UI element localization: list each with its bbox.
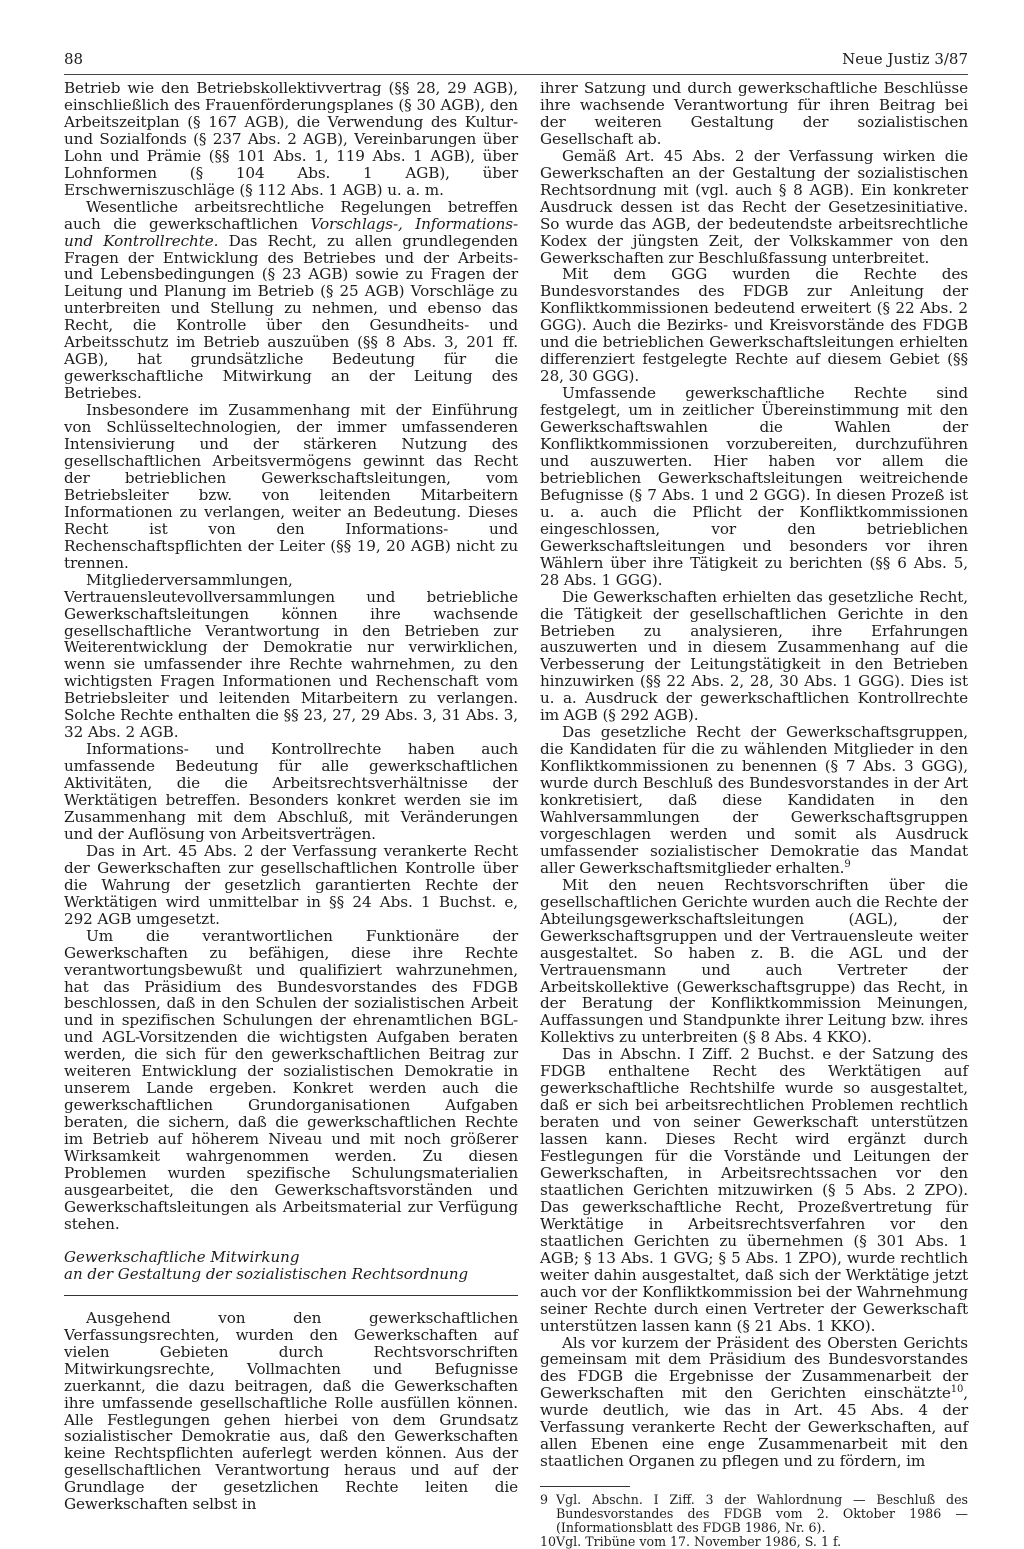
footnote-text: Vgl. Tribüne vom 17. November 1986, S. 1 f. [556,1534,842,1549]
text-run: Wesentliche arbeitsrechtliche Regelungen betreffen auch die gewerkschaftlichen [64,197,518,233]
footnote [540,1535,968,1549]
footnote-number: 9 [540,1492,549,1508]
footnote-ref[interactable]: 10 [950,1384,964,1396]
right-column [540,80,968,1549]
paragraph-supreme-court [540,1335,968,1471]
paragraph: Die Gewerkschaften erhielten das gesetzliche Recht, die Tätigkeit der gesellschaftlichen Gerichte in den Betrieben zu analysieren, ihre Erfahrungen auszuwerten und in diesem Zusammenhang auf die Verbesserung der Leitungstätigkeit in den Betrieben hinzuwirken (§§ 22 Abs. 2, 28, 30 Abs. 1 GGG). Dies ist u. a. Ausdruck der gewerkschaftlichen Kontrollrechte im AGB (§ 292 AGB). [540,587,968,725]
section-subheading [64,1249,518,1283]
page-header [64,49,968,71]
paragraph: Das in Abschn. I Ziff. 2 Buchst. e der Satzung des FDGB enthaltene Recht des Werktätigen auf gewerkschaftliche Rechtshilfe wurde so ausgestaltet, daß er sich bei arbeitsrechtlichen Problemen rechtlich beraten und von seiner Gewerkschaft unterstützen lassen kann. Dieses Recht wird ergänzt durch Festlegungen für die Vorstände und Leitungen der Gewerkschaften, in Arbeitsrechtssachen vor den staatlichen Gerichten mitzuwirken (§ 5 Abs. 2 ZPO). Das gewerkschaftliche Recht, Prozeßvertretung für Werktätige in Arbeitsrechtsverfahren vor den staatlichen Gerichten zu übernehmen (§ 301 Abs. 1 AGB; § 13 Abs. 1 GVG; § 5 Abs. 1 ZPO), wurde rechtlich weiter dahin ausgestaltet, daß sich der Werktätige jetzt auch vor der Konfliktkommission bei der Wahrnehmung seiner Rechte durch einen Vertreter der Gewerkschaft unterstützen lassen kann (§ 21 Abs. 1 KKO). [540,1045,968,1335]
paragraph: Ausgehend von den gewerkschaftlichen Verfassungsrechten, wurden den Gewerkschaften auf vielen Gebieten durch Rechtsvorschriften Mitwirkungsrechte, Vollmachten und Befugnisse zuerkannt, die dazu beitragen, daß die Gewerkschaften ihre umfassende gesellschaftliche Rolle ausfüllen können. Alle Festlegungen gehen hierbei von dem Grundsatz sozialistischer Demokratie aus, daß den Gewerkschaften keine Rechtspflichten auferlegt werden können. Aus der gesellschaftlichen Verantwortung heraus und auf der Grundlage der gesetzlichen Rechte leiten die Gewerkschaften selbst in [64,1308,518,1514]
paragraph: Betrieb wie den Betriebskollektivvertrag (§§ 28, 29 AGB), einschließlich des Frauenförderungsplanes (§ 30 AGB), den Arbeitszeitplan (§ 167 AGB), die Verwendung des Kultur- und Sozialfonds (§ 237 Abs. 2 AGB), Vereinbarungen über Lohn und Prämie (§§ 101 Abs. 1, 119 Abs. 1 AGB), über Lohnformen (§ 104 Abs. 1 AGB), über Erschwerniszuschläge (§ 112 Abs. 1 AGB) u. a. m. [64,79,518,199]
text-run: Das gesetzliche Recht der Gewerkschaftsgruppen, die Kandidaten für die zu wählenden Mitglieder in den Konfliktkommissionen zu benennen (§ 7 Abs. 3 GGG), wurde durch Beschluß des Bundesvorstandes in der Art konkretisiert, daß diese Kandidaten in den Wahlversammlungen der Gewerkschaftsgruppen vorgeschlagen werden und somit als Ausdruck umfassender sozialistischer Demokratie das Mandat aller Gewerkschaftsmitglieder erhalten. [540,723,968,877]
emphasis-text: Vorschlags-, Informations- und Kontrollrechte. [64,214,518,250]
journal-issue-label: Neue Justiz 3/87 [842,50,968,68]
text-run: , wurde deutlich, wie das in Art. 45 Abs. 4 der Verfassung verankerte Recht der Gewerkschaften, auf allen Ebenen eine enge Zusammenarbeit mit den staatlichen Organen zu pflegen und zu fördern, im [540,1384,968,1471]
footnote-text: Vgl. Abschn. I Ziff. 3 der Wahlordnung — Beschluß des Bundesvorstandes des FDGB vom 2. Oktober 1986 — (Informationsblatt des FDGB 1986, Nr. 6). [556,1492,968,1536]
subheading-line: an der Gestaltung der sozialistischen Rechtsordnung [64,1264,469,1283]
paragraph: Um die verantwortlichen Funktionäre der Gewerkschaften zu befähigen, diese ihre Rechte verantwortungsbewußt und qualifiziert wahrzunehmen, hat das Präsidium des Bundesvorstandes des FDGB beschlossen, daß in den Schulen der sozialistischen Arbeit und in spezifischen Schulungen der ehrenamtlichen BGL- und AGL-Vorsitzenden die wichtigsten Aufgaben beraten werden, die sich für den gewerkschaftlichen Beitrag zur weiteren Entwicklung der sozialistischen Demokratie in unserem Lande ergeben. Konkret werden auch die gewerkschaftlichen Grundorganisationen Aufgaben beraten, die sichern, daß die gewerkschaftlichen Rechte im Betrieb auf höherem Niveau und mit noch größerer Wirksamkeit wahrgenommen werden. Zu diesen Problemen wurden spezifische Schulungsmaterialien ausgearbeitet, die den Gewerkschaftsvorständen und Gewerkschaftsleitungen als Arbeitsmaterial zur Verfügung stehen. [64,926,518,1233]
paragraph: Gemäß Art. 45 Abs. 2 der Verfassung wirken die Gewerkschaften an der Gestaltung der sozialistischen Rechtsordnung mit (vgl. auch § 8 AGB). Ein konkreter Ausdruck dessen ist das Recht der Gesetzesinitiative. So wurde das AGB, der bedeutendste arbeitsrechtliche Kodex der jüngsten Zeit, der Volkskammer von den Gewerkschaften zur Beschlußfassung unterbreitet. [540,146,968,267]
page-number: 88 [64,50,84,68]
paragraph-rights [64,199,518,402]
footnote-rule [540,1486,630,1487]
text-run: Als vor kurzem der Präsident des Obersten Gerichts gemeinsam mit dem Präsidium des Bundesvorstandes des FDGB die Ergebnisse der Zusammenarbeit der Gewerkschaften mit den Gerichten einschätzte [540,1333,968,1403]
subheading-rule [64,1295,518,1296]
left-column [64,80,518,1513]
paragraph: Umfassende gewerkschaftliche Rechte sind festgelegt, um in zeitlicher Übereinstimmung mit den Gewerkschaftswahlen die Wahlen der Konfliktkommissionen vorzubereiten, durchzuführen und auszuwerten. Hier haben vor allem die betrieblichen Gewerkschaftsleitungen weitreichende Befugnisse (§ 7 Abs. 1 und 2 GGG). In diesen Prozeß ist u. a. auch die Pflicht der Konfliktkommissionen eingeschlossen, vor den betrieblichen Gewerkschaftsleitungen und besonders vor ihren Wählern über ihre Tätigkeit zu berichten (§§ 6 Abs. 5, 28 Abs. 1 GGG). [540,384,968,589]
paragraph: Mitgliederversammlungen, Vertrauensleutevollversammlungen und betriebliche Gewerkschaftsleitungen können ihre wachsende gesellschaftliche Verantwortung in den Betrieben zur Weiterentwicklung der Demokratie nur verwirklichen, wenn sie umfassender ihre Rechte wahrnehmen, zu den wichtigsten Fragen Informationen und Rechenschaft vom Betriebsleiter und leitenden Mitarbeitern zu verlangen. Solche Rechte enthalten die §§ 23, 27, 29 Abs. 3, 31 Abs. 3, 32 Abs. 2 AGB. [64,570,518,742]
paragraph: Informations- und Kontrollrechte haben auch umfassende Bedeutung für alle gewerkschaftlichen Aktivitäten, die die Arbeitsrechtsverhältnisse der Werktätigen betreffen. Besonders konkret werden sie im Zusammenhang mit dem Abschluß, mit Veränderungen und der Auflösung von Arbeitsverträgen. [64,740,518,843]
footnote [540,1493,968,1535]
paragraph-candidates [540,724,968,877]
paragraph: Insbesondere im Zusammenhang mit der Einführung von Schlüsseltechnologien, der immer umfassenderen Intensivierung und der stärkeren Nutzung des gesellschaftlichen Arbeitsvermögens gewinnt das Recht der betrieblichen Gewerkschaftsleitungen, vom Betriebsleiter bzw. von leitenden Mitarbeitern Informationen zu verlangen, weiter an Bedeutung. Dieses Recht ist von den Informations- und Rechenschaftspflichten der Leiter (§§ 19, 20 AGB) nicht zu trennen. [64,401,518,572]
paragraph: Mit den neuen Rechtsvorschriften über die gesellschaftlichen Gerichte wurden auch die Rechte der Abteilungsgewerkschaftsleitungen (AGL), der Gewerkschaftsgruppen und der Vertrauensleute weiter ausgestaltet. So haben z. B. die AGL und der Vertrauensmann und auch Vertreter der Arbeitskollektive (Gewerkschaftsgruppe) das Recht, in der Beratung der Konfliktkommission Meinungen, Auffassungen und Standpunkte ihrer Leitung bzw. ihres Kollektivs zu unterbreiten (§ 8 Abs. 4 KKO). [540,875,969,1047]
footnote-ref[interactable]: 9 [844,858,851,870]
header-rule [64,74,968,75]
paragraph: ihrer Satzung und durch gewerkschaftliche Beschlüsse ihre wachsende Verantwortung für ihren Beitrag bei der weiteren Gestaltung der sozialistischen Gesellschaft ab. [540,79,968,148]
footnote-number: 10 [540,1534,557,1549]
text-run: Das Recht, zu allen grundlegenden Fragen der Entwicklung des Betriebes und der Arbeits- und Lebensbedingungen (§ 23 AGB) sowie zu Fragen der Leitung und Planung im Betrieb (§ 25 AGB) Vorschläge zu unterbreiten und Stellung zu nehmen, und ebenso das Recht, die Kontrolle über den Gesundheits- und Arbeitsschutz im Betrieb auszuüben (§§ 8 Abs. 3, 201 ff. AGB), hat grundsätzliche Bedeutung für die gewerkschaftliche Mitwirkung an der Leitung des Betriebes. [64,231,518,403]
paragraph: Das in Art. 45 Abs. 2 der Verfassung verankerte Recht der Gewerkschaften zur gesellschaftlichen Kontrolle über die Wahrung der gesetzlich garantierten Rechte der Werktätigen wird unmittelbar in §§ 24 Abs. 1 Buchst. e, 292 AGB umgesetzt. [64,841,518,928]
subheading-line: Gewerkschaftliche Mitwirkung [64,1247,300,1266]
paragraph: Mit dem GGG wurden die Rechte des Bundesvorstandes des FDGB zur Anleitung der Konfliktkommissionen bedeutend erweitert (§ 22 Abs. 2 GGG). Auch die Bezirks- und Kreisvorstände des FDGB und die betrieblichen Gewerkschaftsleitungen erhielten differenziert festgelegte Rechte auf diesem Gebiet (§§ 28, 30 GGG). [540,265,968,386]
